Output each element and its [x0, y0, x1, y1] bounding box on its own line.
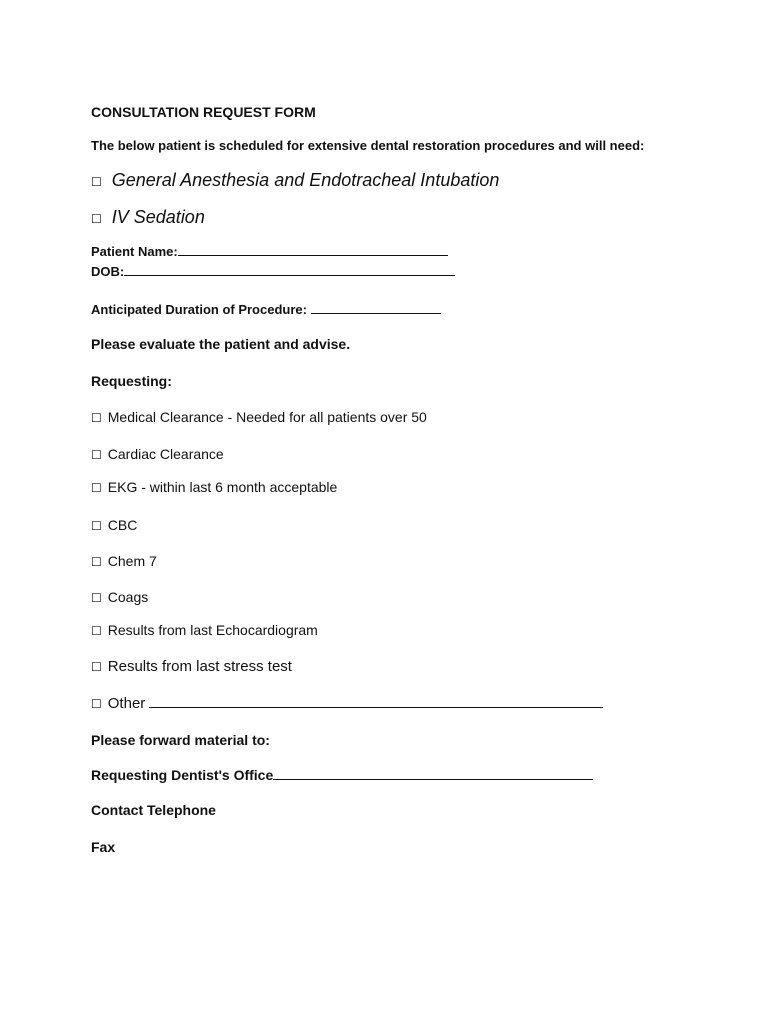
- request-cbc[interactable]: [91, 517, 137, 533]
- telephone-label: Contact Telephone: [91, 802, 216, 818]
- dob-blank[interactable]: [124, 263, 455, 276]
- office-label: Requesting Dentist's Office: [91, 767, 274, 783]
- checkbox-icon[interactable]: ☐: [91, 448, 102, 462]
- request-cardiac-clearance[interactable]: [91, 446, 224, 462]
- option-label: General Anesthesia and Endotracheal Intubation: [111, 170, 500, 190]
- request-label: Cardiac Clearance: [107, 446, 224, 462]
- option-general-anesthesia[interactable]: [91, 170, 499, 191]
- request-label: EKG - within last 6 month acceptable: [107, 479, 338, 495]
- request-label: Medical Clearance - Needed for all patients over 50: [107, 409, 427, 425]
- checkbox-icon[interactable]: ☐: [91, 624, 102, 638]
- dob-label: DOB:: [91, 264, 125, 279]
- fax-label: Fax: [91, 839, 116, 855]
- patient-name-blank[interactable]: [178, 243, 448, 256]
- checkbox-icon[interactable]: ☐: [91, 660, 102, 674]
- forward-label: Please forward material to:: [91, 732, 270, 748]
- request-coags[interactable]: [91, 589, 148, 605]
- checkbox-icon[interactable]: ☐: [91, 175, 102, 189]
- checkbox-icon[interactable]: ☐: [91, 591, 102, 605]
- request-ekg[interactable]: [91, 479, 337, 495]
- office-field[interactable]: [91, 767, 593, 783]
- request-chem7[interactable]: [91, 553, 157, 569]
- checkbox-icon[interactable]: ☐: [91, 411, 102, 425]
- checkbox-icon[interactable]: ☐: [91, 519, 102, 533]
- request-label: Results from last stress test: [107, 658, 292, 675]
- form-title: CONSULTATION REQUEST FORM: [91, 104, 316, 120]
- request-label: Results from last Echocardiogram: [107, 622, 318, 638]
- checkbox-icon[interactable]: ☐: [91, 697, 102, 711]
- dob-field[interactable]: [91, 263, 455, 279]
- request-label: CBC: [107, 517, 138, 533]
- office-blank[interactable]: [273, 767, 593, 780]
- checkbox-icon[interactable]: ☐: [91, 555, 102, 569]
- checkbox-icon[interactable]: ☐: [91, 212, 102, 226]
- request-label: Other: [107, 695, 146, 712]
- requesting-label: Requesting:: [91, 373, 172, 389]
- request-other[interactable]: [91, 695, 603, 712]
- patient-name-label: Patient Name:: [91, 244, 178, 259]
- checkbox-icon[interactable]: ☐: [91, 481, 102, 495]
- request-label: Chem 7: [107, 553, 157, 569]
- duration-field[interactable]: [91, 301, 441, 317]
- patient-name-field[interactable]: [91, 243, 448, 259]
- duration-blank[interactable]: [311, 301, 441, 314]
- request-label: Coags: [107, 589, 149, 605]
- request-stress-test[interactable]: [91, 658, 292, 675]
- intro-text: The below patient is scheduled for extensive dental restoration procedures and will need:: [91, 138, 645, 153]
- duration-label: Anticipated Duration of Procedure:: [91, 302, 307, 317]
- option-label: IV Sedation: [111, 207, 205, 227]
- option-iv-sedation[interactable]: [91, 207, 205, 228]
- evaluate-text: Please evaluate the patient and advise.: [91, 336, 351, 352]
- request-medical-clearance[interactable]: [91, 409, 427, 425]
- request-echocardiogram[interactable]: [91, 622, 318, 638]
- other-blank[interactable]: [149, 695, 603, 708]
